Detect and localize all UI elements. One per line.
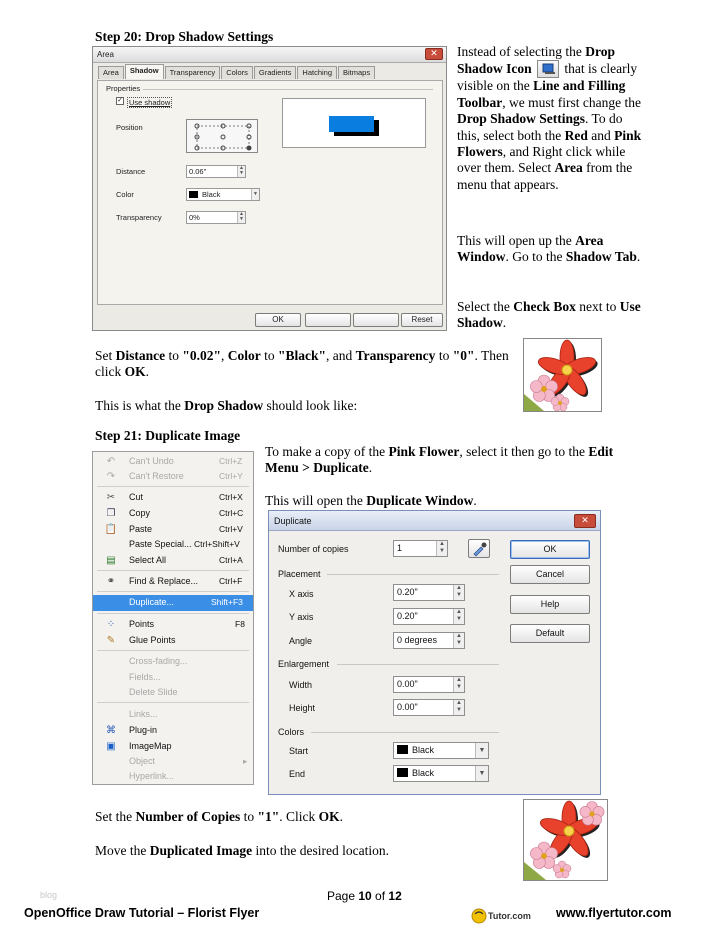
duplicate-title: Duplicate xyxy=(274,516,312,526)
menu-item-imagemap[interactable]: ▣ ImageMap xyxy=(93,739,253,754)
paste-icon: 📋 xyxy=(104,524,118,535)
points-icon: ⁘ xyxy=(106,619,116,630)
x-axis-label: X axis xyxy=(289,589,314,599)
plugin-icon: ⌘ xyxy=(106,725,116,736)
end-label: End xyxy=(289,769,306,779)
cancel-button[interactable]: Cancel xyxy=(510,565,590,584)
copies-value: 1 xyxy=(397,543,403,553)
height-label: Height xyxy=(289,703,316,713)
edit-menu xyxy=(92,451,254,785)
menu-separator xyxy=(97,591,249,592)
scissors-icon: ✂ xyxy=(106,492,116,503)
color-swatch xyxy=(189,191,198,198)
distance-label: Distance xyxy=(116,167,146,176)
color-select[interactable] xyxy=(186,188,260,201)
area-tabs xyxy=(98,66,376,80)
enlargement-divider xyxy=(337,664,499,665)
ok-button[interactable]: OK xyxy=(255,313,301,327)
eyedropper-icon xyxy=(469,540,489,557)
cancel-button[interactable] xyxy=(305,313,351,327)
area-dialog-titlebar xyxy=(93,47,446,63)
y-axis-value: 0.20" xyxy=(397,611,418,621)
tab-transparency[interactable]: Transparency xyxy=(165,66,221,79)
blog-label: blog xyxy=(40,890,58,900)
values-from-selection-button[interactable] xyxy=(468,539,490,558)
start-label: Start xyxy=(289,746,309,756)
menu-item-points[interactable]: ⁘ Points F8 xyxy=(93,617,253,632)
menu-item-undo[interactable]: ↶ Can't Undo Ctrl+Z xyxy=(93,454,253,469)
position-label: Position xyxy=(116,123,143,132)
menu-item-fields[interactable]: Fields... xyxy=(129,672,161,682)
menu-item-glue-points[interactable]: ✎ Glue Points xyxy=(93,633,253,648)
color-label: Color xyxy=(116,190,134,199)
duplicated-flower-image xyxy=(523,799,608,881)
width-field[interactable] xyxy=(393,676,465,693)
angle-field[interactable] xyxy=(393,632,465,649)
step20-para3: Select the Check Box next to Use Shadow. xyxy=(457,299,641,331)
flower-image xyxy=(524,339,601,411)
distance-field[interactable] xyxy=(186,165,246,178)
menu-item-duplicate[interactable]: Duplicate... Shift+F3 xyxy=(93,595,253,611)
x-axis-field[interactable] xyxy=(393,584,465,601)
step21-para3: Set the Number of Copies to "1". Click OK. xyxy=(95,809,344,824)
menu-item-links[interactable]: Links... xyxy=(129,709,158,719)
preview-rect xyxy=(329,116,374,132)
menu-item-select-all[interactable]: ▤ Select All Ctrl+A xyxy=(93,553,253,568)
menu-item-plug-in[interactable]: ⌘ Plug-in xyxy=(106,725,158,736)
angle-spinner[interactable]: ▲ ▼ xyxy=(453,633,464,648)
menu-item-find-replace[interactable]: ⚭ Find & Replace... Ctrl+F xyxy=(93,574,253,589)
svg-text:Tutor.com: Tutor.com xyxy=(488,911,531,921)
transparency-spinner[interactable]: ▲ ▼ xyxy=(237,212,245,223)
properties-label: Properties xyxy=(106,84,141,93)
enlargement-label: Enlargement xyxy=(278,659,330,669)
flyertutor-logo xyxy=(470,906,550,926)
start-color-select[interactable] xyxy=(393,742,489,759)
select-all-icon: ▤ xyxy=(106,555,116,566)
tab-hatching[interactable]: Hatching xyxy=(297,66,337,79)
copies-field[interactable] xyxy=(393,540,448,557)
close-icon[interactable]: ✕ xyxy=(574,514,596,528)
chevron-down-icon[interactable]: ▼ xyxy=(475,766,488,781)
menu-item-cross-fading[interactable]: Cross-fading... xyxy=(129,656,188,666)
position-grid[interactable] xyxy=(186,119,258,153)
angle-value: 0 degrees xyxy=(397,635,438,645)
step21-para1: To make a copy of the Pink Flower, select it then go to the Edit Menu > Duplicate. xyxy=(265,444,614,476)
x-axis-value: 0.20" xyxy=(397,587,418,597)
distance-spinner[interactable]: ▲ ▼ xyxy=(237,166,245,177)
redo-icon: ↷ xyxy=(106,471,116,482)
angle-label: Angle xyxy=(289,636,313,646)
colors-divider xyxy=(311,732,499,733)
width-spinner[interactable]: ▲ ▼ xyxy=(453,677,464,692)
imagemap-icon: ▣ xyxy=(106,741,116,752)
menu-item-paste-special[interactable]: Paste Special... Ctrl+Shift+V xyxy=(129,539,240,549)
binoculars-icon: ⚭ xyxy=(106,576,116,587)
footer-url[interactable]: www.flyertutor.com xyxy=(556,906,672,920)
placement-label: Placement xyxy=(278,569,321,579)
duplicate-dialog xyxy=(268,510,601,795)
close-icon[interactable]: ✕ xyxy=(425,48,443,60)
copies-spinner[interactable]: ▲ ▼ xyxy=(436,541,447,556)
height-value: 0.00" xyxy=(397,702,418,712)
help-button[interactable] xyxy=(353,313,399,327)
y-axis-field[interactable] xyxy=(393,608,465,625)
menu-item-restore[interactable]: ↷ Can't Restore Ctrl+Y xyxy=(93,469,253,484)
tab-shadow[interactable]: Shadow xyxy=(125,64,164,79)
glue-points-icon: ✎ xyxy=(106,635,116,646)
transparency-field[interactable] xyxy=(186,211,246,224)
menu-item-paste[interactable]: 📋 Paste Ctrl+V xyxy=(104,524,243,535)
step21-heading: Step 21: Duplicate Image xyxy=(95,428,241,443)
flower-shadow-image xyxy=(523,338,602,412)
step20-para4: Set Distance to "0.02", Color to "Black", and Transparency to "0". Then click OK. xyxy=(95,348,509,380)
start-swatch xyxy=(397,745,408,754)
menu-item-object[interactable]: Object ▸ xyxy=(129,756,248,766)
width-value: 0.00" xyxy=(397,679,418,689)
step20-para2: This will open up the Area Window. Go to the Shadow Tab. xyxy=(457,233,641,265)
menu-item-cut[interactable]: ✂ Cut Ctrl+X xyxy=(93,490,253,505)
shadow-preview xyxy=(282,98,426,148)
tab-colors[interactable]: Colors xyxy=(221,66,253,79)
copy-icon: ❐ xyxy=(106,508,116,519)
area-dialog xyxy=(92,46,447,331)
step20-heading: Step 20: Drop Shadow Settings xyxy=(95,29,274,44)
copies-label: Number of copies xyxy=(278,544,349,554)
duplicate-titlebar xyxy=(269,511,600,531)
tab-gradients[interactable]: Gradients xyxy=(254,66,297,79)
chevron-right-icon: ▸ xyxy=(243,756,248,766)
chevron-down-icon[interactable]: ▼ xyxy=(475,743,488,758)
menu-separator xyxy=(97,650,249,651)
area-dialog-title: Area xyxy=(97,50,114,59)
menu-separator xyxy=(97,702,249,703)
color-value: Black xyxy=(202,190,221,199)
step21-para4: Move the Duplicated Image into the desired location. xyxy=(95,843,389,858)
menu-item-hyperlink[interactable]: Hyperlink... xyxy=(129,771,175,781)
shadow-panel xyxy=(97,80,443,305)
height-spinner[interactable]: ▲ ▼ xyxy=(453,700,464,715)
placement-divider xyxy=(327,574,499,575)
colors-label: Colors xyxy=(278,727,305,737)
distance-value: 0.06" xyxy=(189,167,207,176)
properties-divider xyxy=(143,89,433,90)
use-shadow-checkbox[interactable]: ✓ xyxy=(117,97,123,104)
menu-item-delete-slide[interactable]: Delete Slide xyxy=(129,687,178,697)
transparency-value: 0% xyxy=(189,213,200,222)
reset-button[interactable]: Reset xyxy=(401,313,443,327)
start-value: Black xyxy=(412,745,435,755)
drop-shadow-icon xyxy=(537,60,559,78)
transparency-label: Transparency xyxy=(116,213,162,222)
default-button[interactable]: Default xyxy=(510,624,590,643)
end-value: Black xyxy=(412,768,435,778)
menu-separator xyxy=(97,613,249,614)
footer-title: OpenOffice Draw Tutorial – Florist Flyer xyxy=(24,906,260,920)
x-axis-spinner[interactable]: ▲ ▼ xyxy=(453,585,464,600)
y-axis-spinner[interactable]: ▲ ▼ xyxy=(453,609,464,624)
menu-item-copy[interactable]: ❐ Copy Ctrl+C xyxy=(93,506,253,521)
step20-para1: Instead of selecting the Drop Shadow Icon that is clearly visible on the Line and Filling Toolbar, we must first change the Drop Shadow Settings. To do this, select both the Red and Pink Flowers, and Right click while over them. Select Area from the menu that appears. xyxy=(457,44,642,192)
page-number: Page 10 of 12 xyxy=(327,889,402,903)
step20-para5: This is what the Drop Shadow should look like: xyxy=(95,398,358,413)
ok-button[interactable]: OK xyxy=(510,540,590,559)
width-label: Width xyxy=(289,680,313,690)
step21-para2: This will open the Duplicate Window. xyxy=(265,493,477,508)
help-button[interactable]: Help xyxy=(510,595,590,614)
logo-icon xyxy=(470,906,550,926)
use-shadow-label: Use shadow xyxy=(129,98,171,107)
position-grid-icon xyxy=(187,120,259,154)
tab-area[interactable]: Area xyxy=(98,66,124,79)
height-field[interactable] xyxy=(393,699,465,716)
chevron-down-icon[interactable]: ▼ xyxy=(251,189,259,200)
tab-bitmaps[interactable]: Bitmaps xyxy=(338,66,375,79)
undo-icon: ↶ xyxy=(106,456,116,467)
menu-separator xyxy=(97,486,249,487)
end-swatch xyxy=(397,768,408,777)
y-axis-label: Y axis xyxy=(289,612,314,622)
menu-separator xyxy=(97,570,249,571)
end-color-select[interactable] xyxy=(393,765,489,782)
flower-image xyxy=(524,800,607,880)
